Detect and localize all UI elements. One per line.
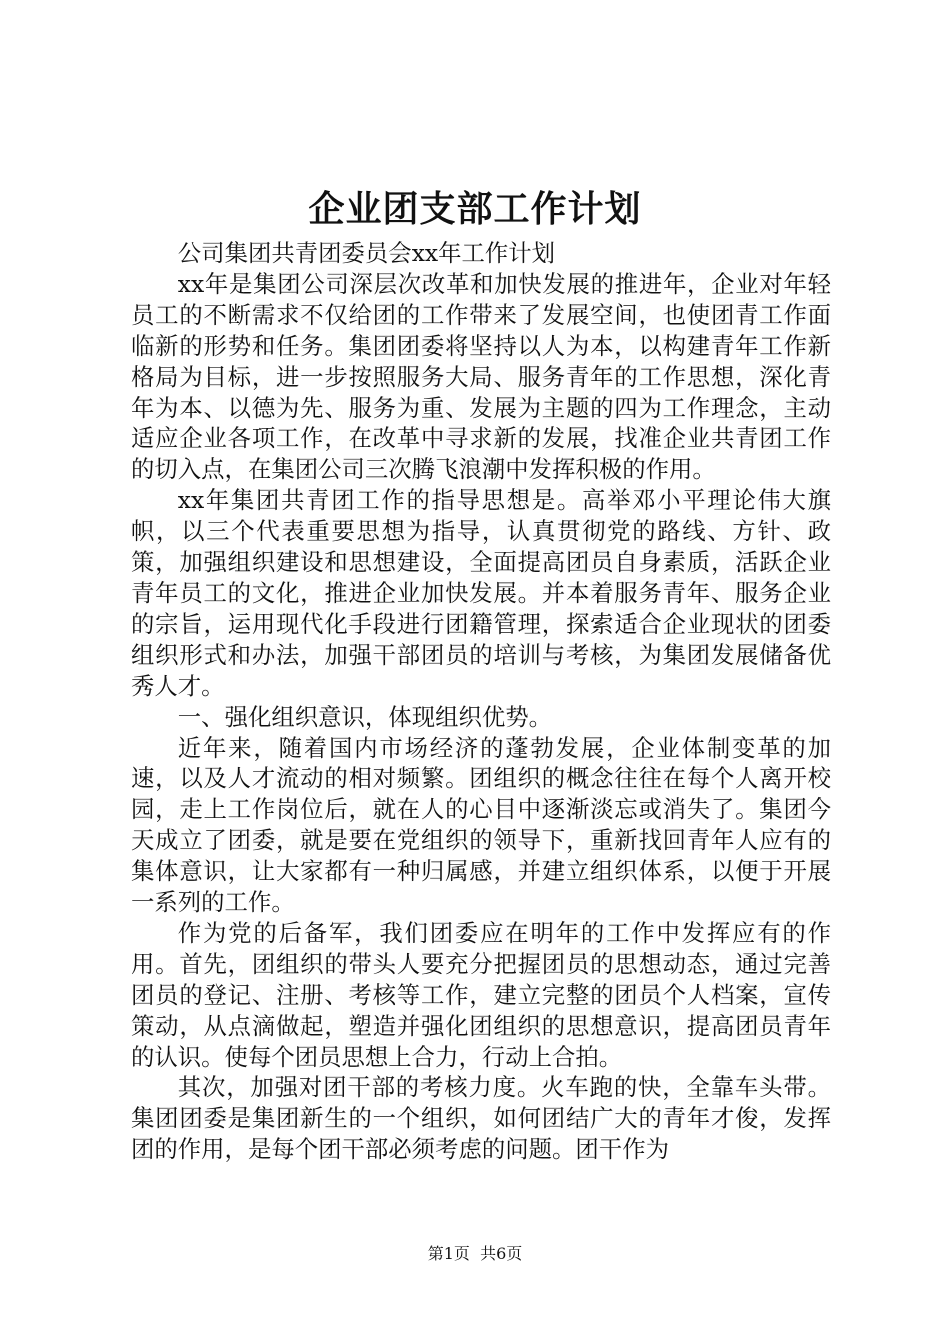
paragraph-subtitle: 公司集团共青团委员会xx年工作计划 <box>177 239 556 267</box>
paragraph-recent-years: 近年来，随着国内市场经济的蓬勃发展，企业体制变革的加速，以及人才流动的相对频繁。团组织的概念往往在每个人离开校园，走上工作岗位后，就在人的心目中逐渐淡忘或消失了。集团今天成立了团委，就是要在党组织的领导下，重新找回青年人应有的集体意识，让大家都有一种归属感，并建立组织体系，以便于开展一系列的工作。 <box>131 733 831 917</box>
paragraph-reserve-army: 作为党的后备军，我们团委应在明年的工作中发挥应有的作用。首先，团组织的带头人要充分把握团员的思想动态，通过完善团员的登记、注册、考核等工作，建立完整的团员个人档案，宣传策动，从点滴做起，塑造并强化团组织的思想意识，提高团员青年的认识。使每个团员思想上合力，行动上合拍。 <box>131 918 831 1071</box>
paragraph-intro: xx年是集团公司深层次改革和加快发展的推进年，企业对年轻员工的不断需求不仅给团的工作带来了发展空间，也使团青工作面临新的形势和任务。集团团委将坚持以人为本，以构建青年工作新格局为目标，进一步按照服务大局、服务青年的工作思想，深化青年为本、以德为先、服务为重、发展为主题的四为工作理念，主动适应企业各项工作，在改革中寻求新的发展，找准企业共青团工作的切入点，在集团公司三次腾飞浪潮中发挥积极的作用。 <box>131 269 831 484</box>
page-number: 第1页 <box>427 1244 470 1263</box>
paragraph-guiding-idea: xx年集团共青团工作的指导思想是。高举邓小平理论伟大旗帜，以三个代表重要思想为指导，认真贯彻党的路线、方针、政策，加强组织建设和思想建设，全面提高团员自身素质，活跃企业青年员工的文化，推进企业加快发展。并本着服务青年、服务企业的宗旨，运用现代化手段进行团籍管理，探索适合企业现状的团委组织形式和办法，加强干部团员的培训与考核，为集团发展储备优秀人才。 <box>131 486 831 700</box>
page-total: 共6页 <box>480 1244 523 1263</box>
document-body <box>131 238 831 1165</box>
document-title: 企业团支部工作计划 <box>308 188 642 230</box>
paragraph-cadre-assessment: 其次，加强对团干部的考核力度。火车跑的快，全靠车头带。集团团委是集团新生的一个组织，如何团结广大的青年才俊，发挥团的作用，是每个团干部必须考虑的问题。团干作为 <box>131 1073 831 1164</box>
section-heading-1: 一、强化组织意识，体现组织优势。 <box>177 702 553 731</box>
footer-gap <box>470 1244 480 1263</box>
page-footer <box>0 1243 950 1265</box>
